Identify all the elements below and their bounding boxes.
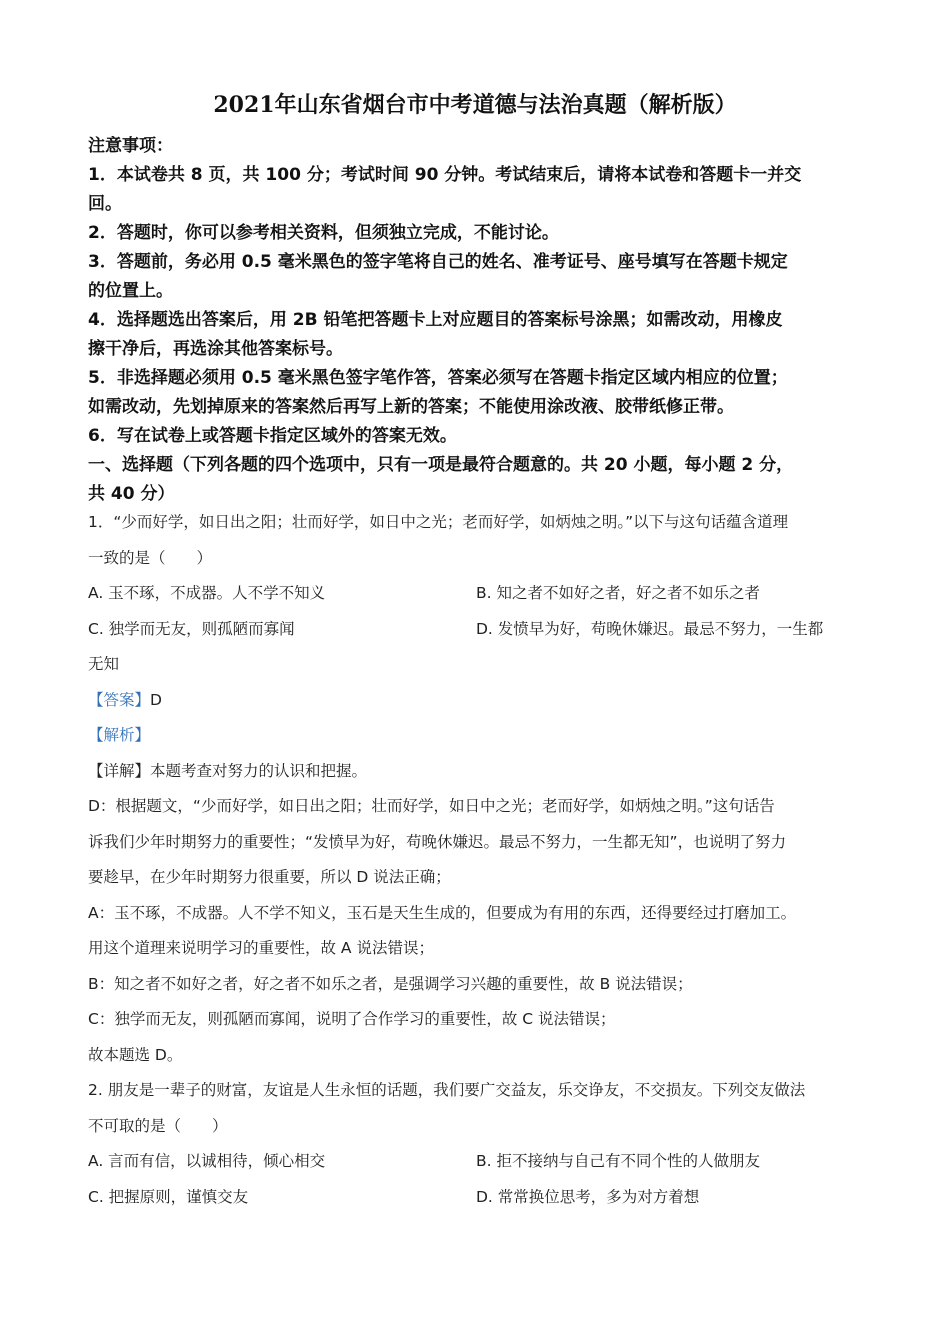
q1-option-a: A. 玉不琢，不成器。人不学不知义 [88, 584, 326, 602]
questions-body [88, 505, 868, 1215]
q1-explanation-line: 要趁早，在少年时期努力很重要，所以 D 说法正确； [88, 868, 451, 886]
instruction-line: 1．本试卷共 8 页，共 100 分；考试时间 90 分钟。考试结束后，请将本试卷和答题卡一并交 [88, 165, 802, 185]
section-heading: 一、选择题（下列各题的四个选项中，只有一项是最符合题意的。共 20 小题，每小题 2 分， [88, 455, 794, 475]
q1-options-row-2 [88, 612, 868, 648]
instruction-line: 6．写在试卷上或答题卡指定区域外的答案无效。 [88, 426, 457, 446]
q1-conclusion: 故本题选 D。 [88, 1045, 183, 1064]
q2-option-b: B. 拒不接纳与自己有不同个性的人做朋友 [476, 1152, 760, 1170]
q1-option-d: D. 发愤早为好，苟晚休嫌迟。最忌不努力，一生都 [476, 619, 824, 638]
q1-explanation-line: D：根据题文，“少而好学，如日出之阳；壮而好学，如日中之光；老而好学，如炳烛之明。”这句话告 [88, 797, 775, 815]
q2-options-row-2 [88, 1180, 868, 1216]
instruction-line: 2．答题时，你可以参考相关资料，但须独立完成，不能讨论。 [88, 223, 559, 243]
q1-stem: 1．“少而好学，如日出之阳；壮而好学，如日中之光；老而好学，如炳烛之明。”以下与这句话蕴含道理 [88, 513, 789, 531]
q1-explanation-line: 用这个道理来说明学习的重要性，故 A 说法错误； [88, 939, 434, 957]
q1-analysis [88, 718, 868, 754]
q2-options-row-1 [88, 1144, 868, 1180]
q1-explanation-line: A：玉不琢，不成器。人不学不知义，玉石是天生生成的，但要成为有用的东西，还得要经过打磨加工。 [88, 903, 797, 922]
section-heading-cont: 共 40 分） [88, 484, 175, 504]
q1-answer [88, 683, 868, 719]
instruction-line: 回。 [88, 194, 122, 214]
q1-explanation-line: 诉我们少年时期努力的重要性；“发愤早为好，苟晚休嫌迟。最忌不努力，一生都无知”，也说明了努力 [88, 832, 787, 851]
q1-explanation-line: C：独学而无友，则孤陋而寡闻，说明了合作学习的重要性，故 C 说法错误； [88, 1010, 616, 1028]
q2-stem-cont: 不可取的是（ ） [88, 1116, 228, 1135]
q2-stem: 2. 朋友是一辈子的财富，友谊是人生永恒的话题，我们要广交益友，乐交诤友，不交损友。下列交友做法 [88, 1081, 806, 1099]
answer-tag: 【答案】 [88, 690, 151, 709]
q1-options-row-1 [88, 576, 868, 612]
q1-explanation-line: B：知之者不如好之者，好之者不如乐之者，是强调学习兴趣的重要性，故 B 说法错误； [88, 974, 693, 993]
q2-option-c: C. 把握原则，谨慎交友 [88, 1187, 249, 1206]
instructions-heading: 注意事项： [88, 136, 173, 156]
answer-value: D [150, 690, 162, 709]
instruction-line: 如需改动，先划掉原来的答案然后再写上新的答案；不能使用涂改液、胶带纸修正带。 [88, 397, 734, 417]
q1-stem-cont: 一致的是（ ） [88, 548, 213, 567]
q1-option-c: C. 独学而无友，则孤陋而寡闻 [88, 619, 295, 638]
document-title: 2021年山东省烟台市中考道德与法治真题（解析版） [213, 92, 737, 118]
instruction-line: 3．答题前，务必用 0.5 毫米黑色的签字笔将自己的姓名、准考证号、座号填写在答题卡规定 [88, 252, 788, 272]
instruction-line: 的位置上。 [88, 281, 173, 301]
q2-option-d: D. 常常换位思考，多为对方着想 [476, 1187, 700, 1206]
analysis-tag: 【解析】 [88, 726, 151, 744]
q2-option-a: A. 言而有信，以诚相待，倾心相交 [88, 1152, 326, 1170]
q1-option-d-cont: 无知 [88, 655, 120, 673]
instructions-section [88, 132, 868, 509]
instruction-line: 擦干净后，再选涂其他答案标号。 [88, 339, 343, 359]
instruction-line: 5．非选择题必须用 0.5 毫米黑色签字笔作答，答案必须写在答题卡指定区域内相应的位置； [88, 368, 788, 388]
instruction-line: 4．选择题选出答案后，用 2B 铅笔把答题卡上对应题目的答案标号涂黑；如需改动，用橡皮 [88, 310, 783, 330]
q1-option-b: B. 知之者不如好之者，好之者不如乐之者 [476, 584, 760, 602]
q1-detail: 【详解】本题考查对努力的认识和把握。 [88, 761, 368, 780]
